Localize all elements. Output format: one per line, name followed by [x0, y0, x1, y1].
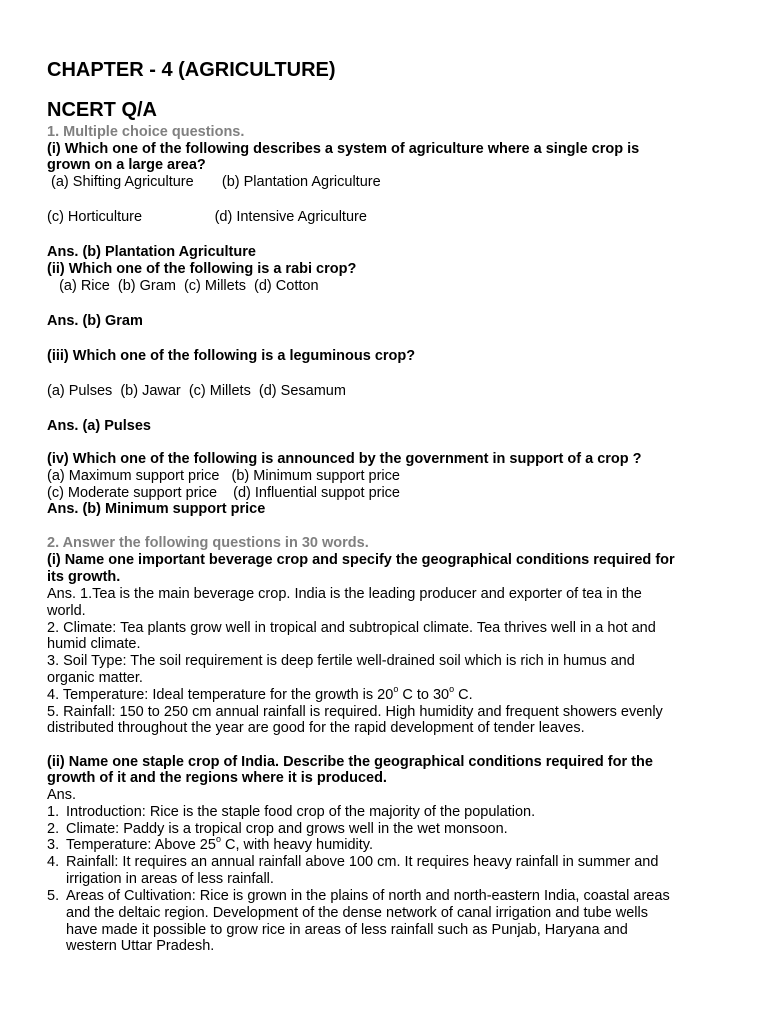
q2-answer: Ans. (b) Gram — [47, 313, 143, 329]
list-item — [66, 834, 373, 854]
list-item-text-end: C, with heavy humidity. — [220, 837, 373, 853]
page-subtitle: NCERT Q/A — [47, 99, 157, 121]
list-number: 1. — [47, 804, 60, 820]
list-item: Introduction: Rice is the staple food crop of the majority of the population. — [66, 804, 536, 820]
q1-options-row1: (a) Shifting Agriculture (b) Plantation Agriculture — [47, 174, 381, 190]
list-item-cont: have made it possible to grow rice in areas of less rainfall such as Punjab, Haryana and — [66, 922, 628, 938]
q4-options-row1: (a) Maximum support price (b) Minimum support price — [47, 468, 400, 484]
list-item-cont: irrigation in areas of less rainfall. — [66, 871, 274, 887]
list-item-text: Temperature: Above 25 — [66, 837, 216, 853]
list-item: Rainfall: It requires an annual rainfall above 100 cm. It requires heavy rainfall in summer and — [66, 854, 659, 870]
q1-answer: Ans. (b) Plantation Agriculture — [47, 244, 256, 260]
s2q2-question-line2: growth of it and the regions where it is produced. — [47, 770, 387, 786]
s2q1-answer3-line1: 3. Soil Type: The soil requirement is deep fertile well-drained soil which is rich in humus and — [47, 653, 635, 669]
s2q1-answer5-line2: distributed throughout the year are good for the rapid development of tender leaves. — [47, 720, 585, 736]
list-item-cont: western Uttar Pradesh. — [66, 938, 215, 954]
list-number: 5. — [47, 888, 60, 904]
list-number: 3. — [47, 837, 60, 853]
q4-question: (iv) Which one of the following is announced by the government in support of a crop ? — [47, 451, 642, 467]
s2q1-answer4-end: C. — [454, 687, 473, 703]
list-item: Areas of Cultivation: Rice is grown in the plains of north and north-eastern India, coastal areas — [66, 888, 670, 904]
section2-heading: 2. Answer the following questions in 30 words. — [47, 535, 369, 551]
s2q1-answer2-line2: humid climate. — [47, 636, 141, 652]
s2q2-ans-label: Ans. — [47, 787, 77, 803]
s2q1-answer1-line1: Ans. 1.Tea is the main beverage crop. India is the leading producer and exporter of tea in the — [47, 586, 642, 602]
list-number: 4. — [47, 854, 60, 870]
degree-sup: o — [449, 684, 455, 695]
q1-options-row2: (c) Horticulture (d) Intensive Agriculture — [47, 209, 367, 225]
degree-sup: o — [215, 834, 221, 845]
s2q1-answer4-text: 4. Temperature: Ideal temperature for the growth is 20 — [47, 687, 394, 703]
s2q1-question-line2: its growth. — [47, 569, 121, 585]
list-item: Climate: Paddy is a tropical crop and grows well in the wet monsoon. — [66, 821, 508, 837]
s2q1-answer2-line1: 2. Climate: Tea plants grow well in tropical and subtropical climate. Tea thrives well in a hot and — [47, 620, 656, 636]
q1-question-line2: grown on a large area? — [47, 157, 206, 173]
s2q1-answer4 — [47, 684, 473, 704]
list-number: 2. — [47, 821, 60, 837]
s2q2-question-line1: (ii) Name one staple crop of India. Describe the geographical conditions required for the — [47, 754, 653, 770]
s2q1-answer4-mid: C to 30 — [398, 687, 450, 703]
s2q1-answer3-line2: organic matter. — [47, 670, 143, 686]
q3-question: (iii) Which one of the following is a leguminous crop? — [47, 348, 416, 364]
q4-options-row2: (c) Moderate support price (d) Influential suppot price — [47, 485, 400, 501]
list-item-cont: and the deltaic region. Development of the dense network of canal irrigation and tube wells — [66, 905, 648, 921]
chapter-title: CHAPTER - 4 (AGRICULTURE) — [47, 59, 336, 81]
q4-answer: Ans. (b) Minimum support price — [47, 501, 266, 517]
q2-question: (ii) Which one of the following is a rabi crop? — [47, 261, 357, 277]
q1-question-line1: (i) Which one of the following describes a system of agriculture where a single crop is — [47, 141, 640, 157]
section1-heading: 1. Multiple choice questions. — [47, 124, 245, 140]
q3-answer: Ans. (a) Pulses — [47, 418, 151, 434]
q2-options: (a) Rice (b) Gram (c) Millets (d) Cotton — [47, 278, 319, 294]
s2q1-question-line1: (i) Name one important beverage crop and specify the geographical conditions required for — [47, 552, 675, 568]
s2q1-answer5-line1: 5. Rainfall: 150 to 250 cm annual rainfall is required. High humidity and frequent showers evenly — [47, 704, 663, 720]
s2q1-answer1-line2: world. — [47, 603, 86, 619]
q3-options: (a) Pulses (b) Jawar (c) Millets (d) Sesamum — [47, 383, 346, 399]
degree-sup: o — [393, 684, 399, 695]
